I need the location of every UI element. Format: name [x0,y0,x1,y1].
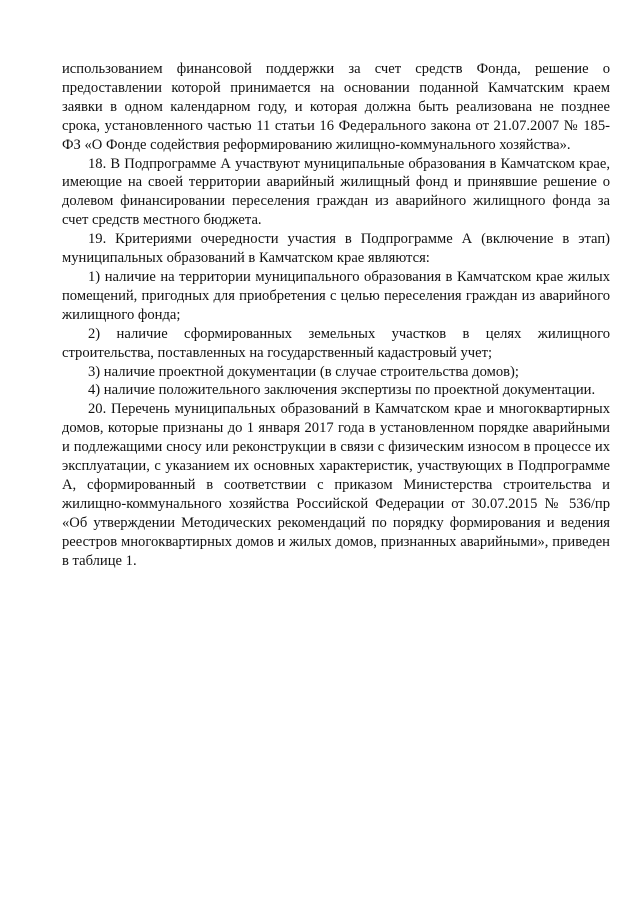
criterion-3: 3) наличие проектной документации (в случае строительства домов); [88,363,519,380]
document-body [62,60,610,570]
criterion-1: 1) наличие на территории муниципального образования в Камчатском крае жилых помещений, пригодных для приобретения с целью переселения граждан из аварийного жилищного фонда; [62,268,610,323]
paragraph-continuation: использованием финансовой поддержки за счет средств Фонда, решение о предоставлении которой принимается на основании поданной Камчатским краем заявки в одном календарном году, и которая должна быть реализована не позднее срока, установленного частью 11 статьи 16 Федерального закона от 21.07.2007 № 185-ФЗ «О Фонде содействия реформированию жилищно-коммунального хозяйства». [62,61,610,153]
criterion-2: 2) наличие сформированных земельных участков в целях жилищного строительства, поставленных на государственный кадастровый учет; [62,325,610,361]
paragraph-item-18: 18. В Подпрограмме А участвуют муниципальные образования в Камчатском крае, имеющие на своей территории аварийный жилищный фонд и принявшие решение о долевом финансировании переселения граждан из аварийного жилищного фонда за счет средств местного бюджета. [62,155,610,229]
criterion-4: 4) наличие положительного заключения экспертизы по проектной документации. [88,382,596,399]
paragraph-item-19: 19. Критериями очередности участия в Подпрограмме А (включение в этап) муниципальных образований в Камчатском крае являются: [62,231,610,267]
paragraph-item-20: 20. Перечень муниципальных образований в Камчатском крае и многоквартирных домов, которые признаны до 1 января 2017 года в установленном порядке аварийными и подлежащими сносу или реконструкции в связи с физическим износом в процессе их эксплуатации, с указанием их основных характеристик, участвующих в Подпрограмме А, сформированный в соответствии с приказом Министерства строительства и жилищно-коммунального хозяйства Российской Федерации от 30.07.2015 № 536/пр «Об утверждении Методических рекомендаций по порядку формирования и ведения реестров многоквартирных домов и жилых домов, признанных аварийными», приведен в таблице 1. [62,401,610,569]
